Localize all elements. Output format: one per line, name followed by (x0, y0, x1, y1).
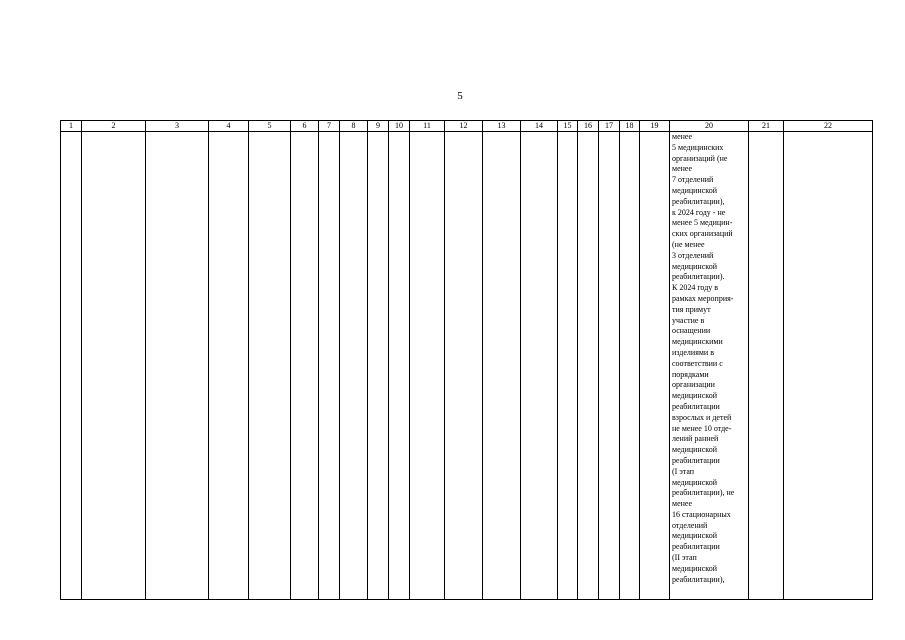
column-header: 17 (599, 121, 620, 132)
table-cell (249, 132, 291, 600)
table-cell (146, 132, 209, 600)
table-cell (599, 132, 620, 600)
data-table (60, 120, 873, 600)
table-cell (445, 132, 483, 600)
table-cell (521, 132, 558, 600)
column-header: 20 (670, 121, 749, 132)
table-cell (483, 132, 521, 600)
column-20-text: менее 5 медицинских организаций (не менее 7 отделений медицинской реабилитации), к 2024 году - не менее 5 медицин- ских организаций (не менее 3 отделений медицинской реабилитации). К 2024 году в рамках мероприя- тия примут участие в оснащении медицинскими изделиями в соответствии с порядками организации медицинской реабилитации взрослых и детей не менее 10 отде- лений ранней медицинской реабилитации (I этап медицинской реабилитации), не менее 16 стационарных отделений медицинской реабилитации (II этап медицинской реабилитации), (670, 132, 749, 600)
table-cell (640, 132, 670, 600)
column-header: 19 (640, 121, 670, 132)
header-row (61, 121, 873, 132)
table-cell (82, 132, 146, 600)
table-cell (410, 132, 445, 600)
table-cell (340, 132, 368, 600)
column-header: 22 (784, 121, 873, 132)
table-cell (291, 132, 319, 600)
table-cell (578, 132, 599, 600)
column-header: 11 (410, 121, 445, 132)
column-header: 14 (521, 121, 558, 132)
column-header: 10 (389, 121, 410, 132)
column-header: 5 (249, 121, 291, 132)
table-cell (209, 132, 249, 600)
table-cell (558, 132, 578, 600)
column-header: 3 (146, 121, 209, 132)
table-cell (749, 132, 784, 600)
column-header: 16 (578, 121, 599, 132)
column-header: 21 (749, 121, 784, 132)
table-cell (319, 132, 340, 600)
column-header: 2 (82, 121, 146, 132)
column-header: 12 (445, 121, 483, 132)
table-cell (389, 132, 410, 600)
column-header: 13 (483, 121, 521, 132)
table-cell (368, 132, 389, 600)
table-cell (620, 132, 640, 600)
table-cell (61, 132, 82, 600)
column-header: 1 (61, 121, 82, 132)
column-header: 15 (558, 121, 578, 132)
table-cell (784, 132, 873, 600)
page-number: 5 (457, 90, 463, 102)
column-header: 8 (340, 121, 368, 132)
column-header: 18 (620, 121, 640, 132)
table-row (61, 132, 873, 600)
column-header: 9 (368, 121, 389, 132)
column-header: 7 (319, 121, 340, 132)
column-header: 4 (209, 121, 249, 132)
column-header: 6 (291, 121, 319, 132)
